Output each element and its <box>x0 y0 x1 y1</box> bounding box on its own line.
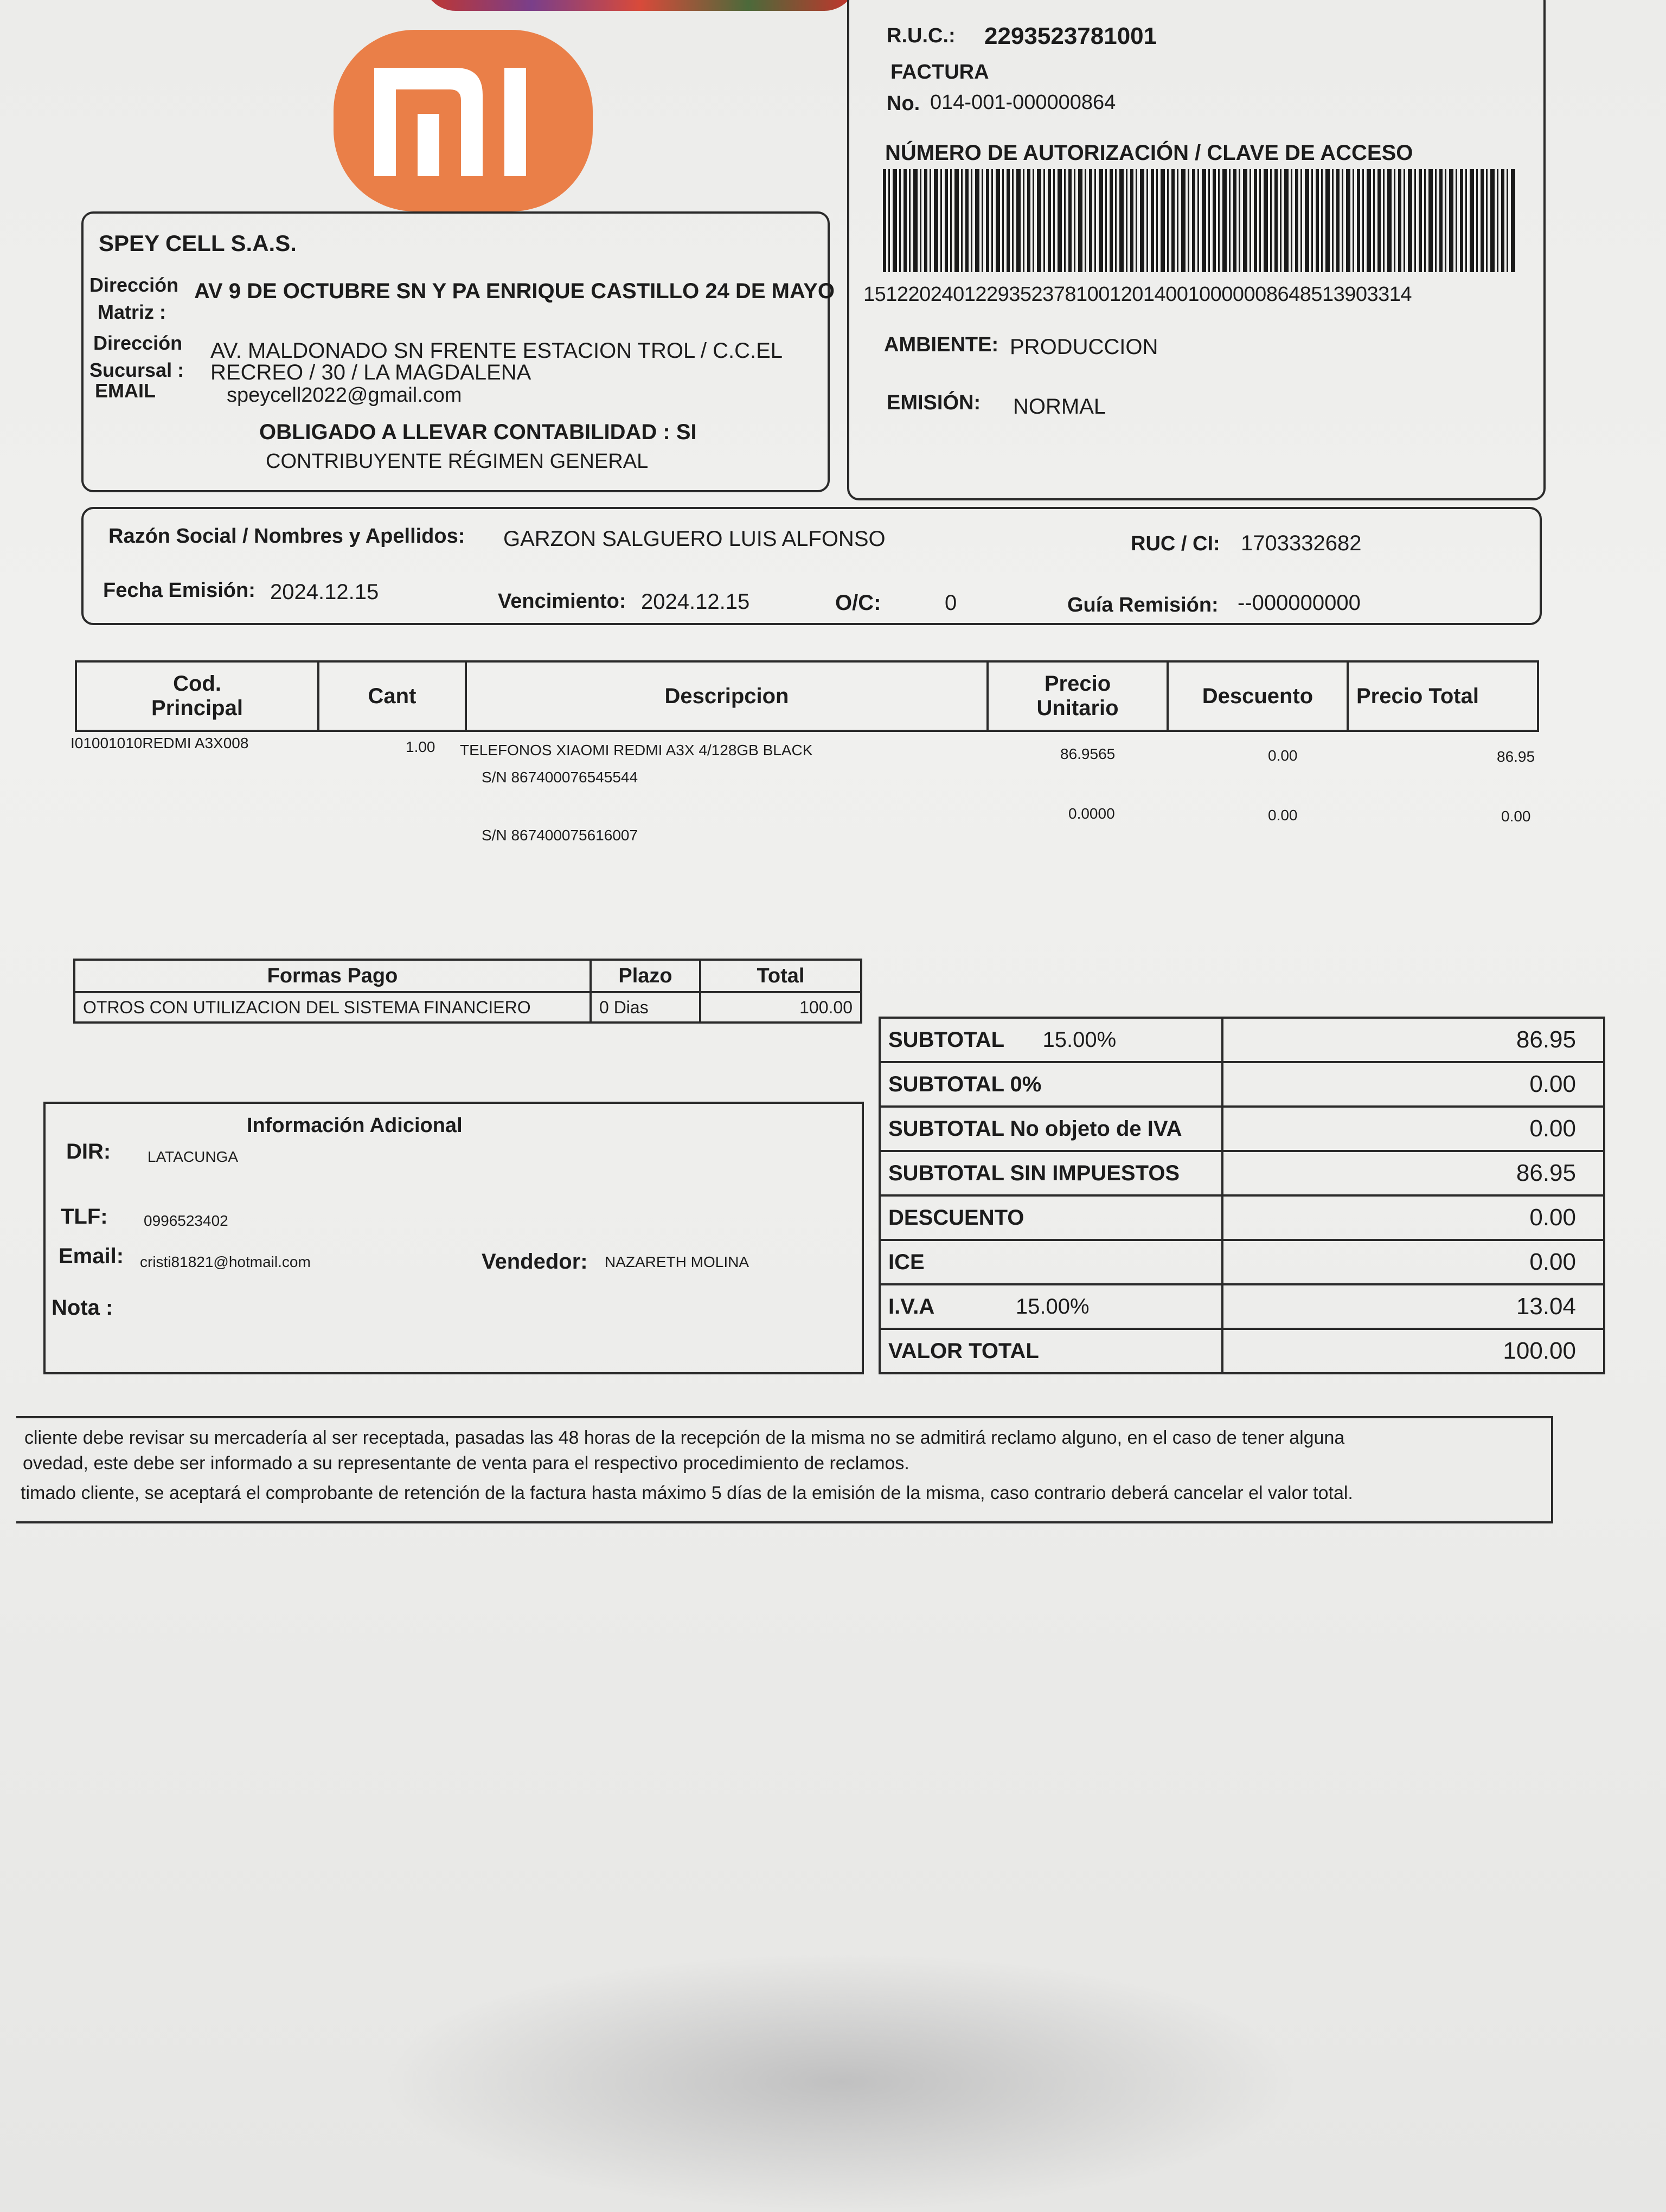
pay-total: 100.00 <box>700 992 861 1023</box>
info-email: cristi81821@hotmail.com <box>140 1253 311 1270</box>
mi-logo-icon <box>374 68 553 176</box>
totals-row-descuento <box>880 1195 1604 1240</box>
auth-number: 1512202401229352378100120140010000008648513903314 <box>863 283 1412 306</box>
razon-label: Razón Social / Nombres y Apellidos: <box>108 525 465 548</box>
guia-label: Guía Remisión: <box>1067 594 1219 616</box>
descuento-label: DESCUENTO <box>880 1195 1222 1240</box>
item-1-cod: I01001010REDMI A3X008 <box>71 735 249 751</box>
dir-sucursal-line-2: RECREO / 30 / LA MAGDALENA <box>210 361 531 384</box>
subtotal-pct: 15.00% <box>1042 1027 1117 1052</box>
ambiente: PRODUCCION <box>1010 335 1158 359</box>
item-2-total: 0.00 <box>1501 808 1531 825</box>
oc-label: O/C: <box>835 591 881 615</box>
totals-row-subtotal-0 <box>880 1062 1604 1107</box>
totals-row-iva <box>880 1284 1604 1329</box>
emision: NORMAL <box>1013 395 1106 419</box>
email-label: EMAIL <box>95 380 156 402</box>
footer-line-3: timado cliente, se aceptará el comprobante de retención de la factura hasta máximo 5 días de la emisión de la misma, caso contrario deberá cancelar el valor total. <box>21 1483 1353 1503</box>
item-2-precio: 0.0000 <box>1068 805 1115 822</box>
iva-label: I.V.A <box>888 1294 934 1319</box>
pay-col-formas: Formas Pago <box>74 960 591 992</box>
doc-type: FACTURA <box>890 61 989 83</box>
nota-label: Nota : <box>52 1296 113 1320</box>
ice-label: ICE <box>880 1240 1222 1284</box>
item-1-sn: S/N 867400076545544 <box>482 769 638 786</box>
client-name: GARZON SALGUERO LUIS ALFONSO <box>503 527 886 551</box>
dir-matriz-label-2: Matriz : <box>98 301 166 323</box>
col-precio <box>988 661 1168 731</box>
item-1-cant: 1.00 <box>406 738 435 755</box>
item-1-total: 86.95 <box>1497 748 1535 765</box>
col-precio-line-2: Unitario <box>1036 696 1119 720</box>
oc: 0 <box>945 591 957 615</box>
no-objeto-value: 0.00 <box>1222 1107 1604 1151</box>
item-2-descuento: 0.00 <box>1268 807 1298 824</box>
issuer-ruc: 2293523781001 <box>984 23 1157 49</box>
col-cant: Cant <box>318 661 466 731</box>
col-cod-line-1: Cod. <box>173 672 221 696</box>
items-header <box>75 660 1539 732</box>
footer-line-1: cliente debe revisar su mercadería al ser receptada, pasadas las 48 horas de la recepción de la misma no se admitirá reclamo alguno, en el caso de tener alguna <box>24 1427 1345 1448</box>
shadow <box>380 1952 1302 2212</box>
barcode <box>883 169 1517 272</box>
col-precio-line-1: Precio <box>1044 672 1111 696</box>
info-title: Información Adicional <box>247 1114 463 1137</box>
vencimiento: 2024.12.15 <box>641 590 750 614</box>
item-1-descuento: 0.00 <box>1268 747 1298 764</box>
totals-row-subtotal <box>880 1018 1604 1062</box>
col-cod <box>76 661 318 731</box>
subtotal-label: SUBTOTAL <box>888 1027 1004 1052</box>
background-object <box>423 0 857 11</box>
item-2-sn: S/N 867400075616007 <box>482 827 638 844</box>
issuer-email: speycell2022@gmail.com <box>227 384 462 407</box>
dir-sucursal-label-2: Sucursal : <box>89 359 184 381</box>
info-tlf: 0996523402 <box>144 1212 228 1229</box>
ambiente-label: AMBIENTE: <box>884 333 999 356</box>
vendedor-label: Vendedor: <box>482 1250 588 1274</box>
valor-total-value: 100.00 <box>1222 1329 1604 1373</box>
dir-matriz: AV 9 DE OCTUBRE SN Y PA ENRIQUE CASTILLO 24 DE MAYO <box>194 279 835 303</box>
ruc-label: R.U.C.: <box>887 24 956 47</box>
vencimiento-label: Vencimiento: <box>498 590 626 613</box>
guia-remision: --000000000 <box>1238 591 1361 615</box>
no-objeto-label: SUBTOTAL No objeto de IVA <box>880 1107 1222 1151</box>
client-ruc-label: RUC / CI: <box>1131 532 1220 555</box>
payment-table <box>73 959 862 1024</box>
emision-label: EMISIÓN: <box>887 391 981 414</box>
item-1-desc: TELEFONOS XIAOMI REDMI A3X 4/128GB BLACK <box>460 742 813 758</box>
col-desc: Descripcion <box>466 661 988 731</box>
dir-sucursal-line-1: AV. MALDONADO SN FRENTE ESTACION TROL / C.C.EL <box>210 339 783 363</box>
totals-row-ice <box>880 1240 1604 1284</box>
fecha-label: Fecha Emisión: <box>103 579 255 602</box>
totals-table <box>879 1017 1605 1374</box>
info-email-label: Email: <box>59 1244 124 1268</box>
ice-value: 0.00 <box>1222 1240 1604 1284</box>
pay-col-plazo: Plazo <box>591 960 700 992</box>
pay-plazo: 0 Dias <box>591 992 700 1023</box>
pay-col-total: Total <box>700 960 861 992</box>
info-tlf-label: TLF: <box>61 1205 108 1229</box>
item-1-precio: 86.9565 <box>1060 745 1116 762</box>
iva-pct: 15.00% <box>1015 1294 1090 1319</box>
info-dir: LATACUNGA <box>148 1148 238 1165</box>
additional-info-box <box>43 1102 864 1374</box>
col-cod-line-2: Principal <box>151 696 243 720</box>
fecha-emision: 2024.12.15 <box>270 580 379 604</box>
client-ruc: 1703332682 <box>1241 531 1362 555</box>
dir-matriz-label-1: Dirección <box>89 274 179 296</box>
subtotal-value: 86.95 <box>1222 1018 1604 1062</box>
sin-impuestos-label: SUBTOTAL SIN IMPUESTOS <box>880 1151 1222 1195</box>
dir-sucursal-label-1: Dirección <box>93 332 183 354</box>
footer-line-2: ovedad, este debe ser informado a su representante de venta para el respectivo procedimiento de reclamos. <box>23 1453 909 1474</box>
regimen: CONTRIBUYENTE RÉGIMEN GENERAL <box>266 450 649 473</box>
sin-impuestos-value: 86.95 <box>1222 1151 1604 1195</box>
pay-forma: OTROS CON UTILIZACION DEL SISTEMA FINANCIERO <box>74 992 591 1023</box>
valor-total-label: VALOR TOTAL <box>880 1329 1222 1373</box>
auth-label: NÚMERO DE AUTORIZACIÓN / CLAVE DE ACCESO <box>885 141 1413 165</box>
iva-value: 13.04 <box>1222 1284 1604 1329</box>
no-label: No. <box>887 92 920 115</box>
totals-row-valor-total <box>880 1329 1604 1373</box>
col-total: Precio Total <box>1348 661 1538 731</box>
vendedor: NAZARETH MOLINA <box>605 1253 749 1270</box>
descuento-value: 0.00 <box>1222 1195 1604 1240</box>
totals-row-no-objeto <box>880 1107 1604 1151</box>
info-dir-label: DIR: <box>66 1140 111 1163</box>
subtotal-0-value: 0.00 <box>1222 1062 1604 1107</box>
contabilidad: OBLIGADO A LLEVAR CONTABILIDAD : SI <box>259 420 697 444</box>
subtotal-0-label: SUBTOTAL 0% <box>880 1062 1222 1107</box>
brand-logo <box>334 30 593 211</box>
invoice-number: 014-001-000000864 <box>930 91 1116 114</box>
col-descuento: Descuento <box>1168 661 1348 731</box>
issuer-name: SPEY CELL S.A.S. <box>99 230 297 256</box>
totals-row-sin-impuestos <box>880 1151 1604 1195</box>
